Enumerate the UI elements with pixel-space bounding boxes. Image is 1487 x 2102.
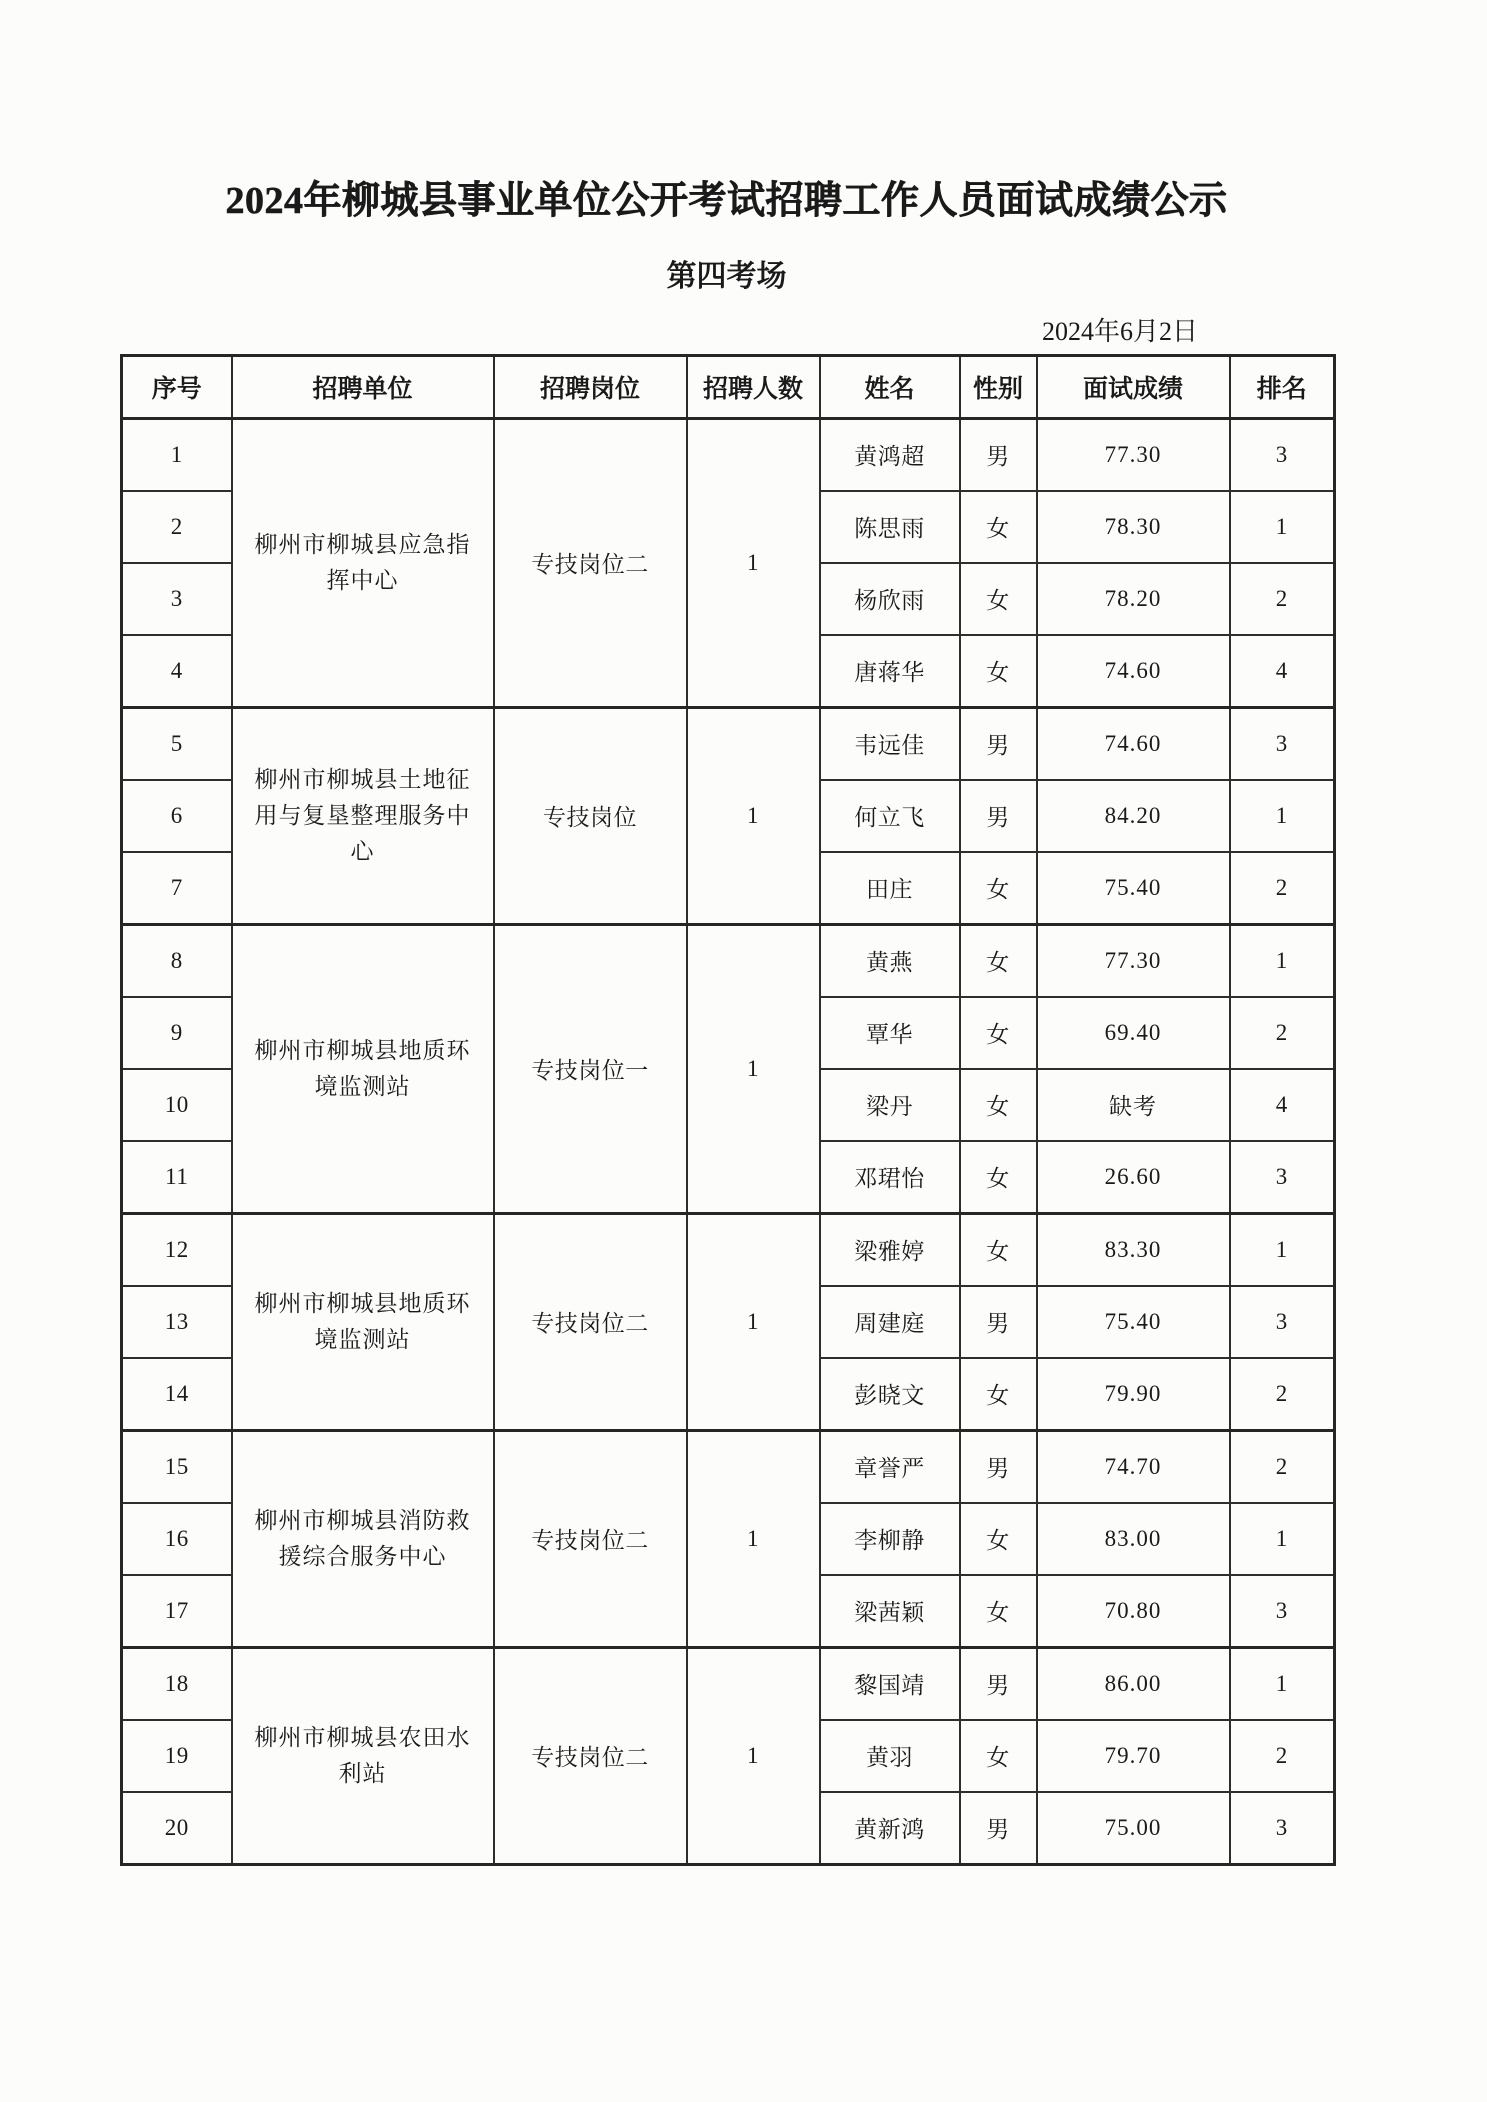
rank-cell: 3 [1230, 1141, 1335, 1214]
rank-cell: 2 [1230, 1358, 1335, 1431]
serial-number-cell: 18 [122, 1647, 232, 1720]
serial-number-cell: 9 [122, 997, 232, 1069]
interview-score-cell: 70.80 [1037, 1575, 1230, 1648]
interview-score-cell: 83.00 [1037, 1503, 1230, 1575]
rank-cell: 3 [1230, 1286, 1335, 1358]
rank-cell: 2 [1230, 997, 1335, 1069]
recruiting-unit-cell: 柳州市柳城县地质环境监测站 [232, 1213, 494, 1430]
serial-number-cell: 5 [122, 707, 232, 780]
serial-number-cell: 3 [122, 563, 232, 635]
position-cell: 专技岗位一 [494, 924, 687, 1213]
candidate-name-cell: 梁丹 [820, 1069, 960, 1141]
interview-score-cell: 74.70 [1037, 1430, 1230, 1503]
recruiting-unit-cell: 柳州市柳城县消防救援综合服务中心 [232, 1430, 494, 1647]
gender-cell: 女 [960, 924, 1037, 997]
candidate-name-cell: 覃华 [820, 997, 960, 1069]
serial-number-cell: 8 [122, 924, 232, 997]
column-header-unit: 招聘单位 [232, 355, 494, 418]
rank-cell: 2 [1230, 563, 1335, 635]
gender-cell: 女 [960, 1503, 1037, 1575]
position-cell: 专技岗位二 [494, 1430, 687, 1647]
candidate-name-cell: 黎国靖 [820, 1647, 960, 1720]
interview-score-cell: 26.60 [1037, 1141, 1230, 1214]
position-cell: 专技岗位二 [494, 1647, 687, 1864]
candidate-name-cell: 邓珺怡 [820, 1141, 960, 1214]
table-body [122, 418, 1335, 1864]
candidate-name-cell: 陈思雨 [820, 491, 960, 563]
gender-cell: 女 [960, 1213, 1037, 1286]
position-cell: 专技岗位 [494, 707, 687, 924]
serial-number-cell: 6 [122, 780, 232, 852]
candidate-name-cell: 唐蒋华 [820, 635, 960, 708]
interview-score-cell: 69.40 [1037, 997, 1230, 1069]
headcount-cell: 1 [687, 707, 820, 924]
interview-score-cell: 74.60 [1037, 707, 1230, 780]
candidate-name-cell: 周建庭 [820, 1286, 960, 1358]
gender-cell: 男 [960, 780, 1037, 852]
serial-number-cell: 10 [122, 1069, 232, 1141]
headcount-cell: 1 [687, 1647, 820, 1864]
document-title: 2024年柳城县事业单位公开考试招聘工作人员面试成绩公示 [225, 180, 1228, 222]
candidate-name-cell: 彭晓文 [820, 1358, 960, 1431]
recruiting-unit-cell: 柳州市柳城县应急指挥中心 [232, 418, 494, 707]
headcount-cell: 1 [687, 1213, 820, 1430]
interview-score-cell: 83.30 [1037, 1213, 1230, 1286]
candidate-name-cell: 杨欣雨 [820, 563, 960, 635]
candidate-name-cell: 黄燕 [820, 924, 960, 997]
serial-number-cell: 14 [122, 1358, 232, 1431]
gender-cell: 男 [960, 418, 1037, 491]
rank-cell: 1 [1230, 1213, 1335, 1286]
recruiting-unit-cell: 柳州市柳城县土地征用与复垦整理服务中心 [232, 707, 494, 924]
interview-score-cell: 86.00 [1037, 1647, 1230, 1720]
document-date: 2024年6月2日 [1041, 316, 1198, 346]
candidate-name-cell: 章誉严 [820, 1430, 960, 1503]
interview-score-cell: 缺考 [1037, 1069, 1230, 1141]
gender-cell: 女 [960, 635, 1037, 708]
interview-score-cell: 75.40 [1037, 852, 1230, 925]
rank-cell: 2 [1230, 852, 1335, 925]
interview-score-table [120, 354, 1336, 1866]
interview-score-cell: 75.00 [1037, 1792, 1230, 1865]
table-row [122, 1213, 1335, 1286]
serial-number-cell: 2 [122, 491, 232, 563]
headcount-cell: 1 [687, 418, 820, 707]
table-header-row [122, 355, 1335, 418]
column-header-rank: 排名 [1230, 355, 1335, 418]
rank-cell: 3 [1230, 418, 1335, 491]
position-cell: 专技岗位二 [494, 418, 687, 707]
candidate-name-cell: 黄羽 [820, 1720, 960, 1792]
position-cell: 专技岗位二 [494, 1213, 687, 1430]
table-row [122, 924, 1335, 997]
rank-cell: 4 [1230, 1069, 1335, 1141]
table-row [122, 1647, 1335, 1720]
serial-number-cell: 11 [122, 1141, 232, 1214]
exam-room-subtitle: 第四考场 [666, 259, 787, 293]
interview-score-cell: 79.90 [1037, 1358, 1230, 1431]
rank-cell: 2 [1230, 1720, 1335, 1792]
rank-cell: 2 [1230, 1430, 1335, 1503]
candidate-name-cell: 黄鸿超 [820, 418, 960, 491]
headcount-cell: 1 [687, 1430, 820, 1647]
gender-cell: 男 [960, 707, 1037, 780]
gender-cell: 女 [960, 563, 1037, 635]
serial-number-cell: 1 [122, 418, 232, 491]
gender-cell: 女 [960, 997, 1037, 1069]
interview-score-cell: 84.20 [1037, 780, 1230, 852]
recruiting-unit-cell: 柳州市柳城县农田水利站 [232, 1647, 494, 1864]
candidate-name-cell: 韦远佳 [820, 707, 960, 780]
interview-score-cell: 79.70 [1037, 1720, 1230, 1792]
candidate-name-cell: 李柳静 [820, 1503, 960, 1575]
serial-number-cell: 12 [122, 1213, 232, 1286]
gender-cell: 女 [960, 1069, 1037, 1141]
serial-number-cell: 7 [122, 852, 232, 925]
rank-cell: 1 [1230, 924, 1335, 997]
serial-number-cell: 13 [122, 1286, 232, 1358]
candidate-name-cell: 田庄 [820, 852, 960, 925]
rank-cell: 3 [1230, 1792, 1335, 1865]
rank-cell: 1 [1230, 1503, 1335, 1575]
gender-cell: 女 [960, 852, 1037, 925]
interview-score-cell: 78.20 [1037, 563, 1230, 635]
candidate-name-cell: 何立飞 [820, 780, 960, 852]
gender-cell: 男 [960, 1647, 1037, 1720]
gender-cell: 女 [960, 1575, 1037, 1648]
table-row [122, 418, 1335, 491]
interview-score-cell: 74.60 [1037, 635, 1230, 708]
column-header-score: 面试成绩 [1037, 355, 1230, 418]
column-header-no: 序号 [122, 355, 232, 418]
candidate-name-cell: 黄新鸿 [820, 1792, 960, 1865]
serial-number-cell: 15 [122, 1430, 232, 1503]
interview-score-cell: 77.30 [1037, 924, 1230, 997]
gender-cell: 女 [960, 1141, 1037, 1214]
rank-cell: 3 [1230, 707, 1335, 780]
rank-cell: 1 [1230, 491, 1335, 563]
column-header-name: 姓名 [820, 355, 960, 418]
recruiting-unit-cell: 柳州市柳城县地质环境监测站 [232, 924, 494, 1213]
rank-cell: 3 [1230, 1575, 1335, 1648]
serial-number-cell: 19 [122, 1720, 232, 1792]
serial-number-cell: 4 [122, 635, 232, 708]
column-header-gender: 性别 [960, 355, 1037, 418]
document-content [120, 180, 1333, 1866]
serial-number-cell: 20 [122, 1792, 232, 1865]
candidate-name-cell: 梁茜颖 [820, 1575, 960, 1648]
gender-cell: 女 [960, 491, 1037, 563]
rank-cell: 4 [1230, 635, 1335, 708]
table-header [122, 355, 1335, 418]
interview-score-cell: 75.40 [1037, 1286, 1230, 1358]
gender-cell: 女 [960, 1358, 1037, 1431]
rank-cell: 1 [1230, 1647, 1335, 1720]
gender-cell: 男 [960, 1792, 1037, 1865]
rank-cell: 1 [1230, 780, 1335, 852]
gender-cell: 男 [960, 1286, 1037, 1358]
headcount-cell: 1 [687, 924, 820, 1213]
gender-cell: 男 [960, 1430, 1037, 1503]
table-row [122, 707, 1335, 780]
candidate-name-cell: 梁雅婷 [820, 1213, 960, 1286]
serial-number-cell: 16 [122, 1503, 232, 1575]
interview-score-cell: 77.30 [1037, 418, 1230, 491]
serial-number-cell: 17 [122, 1575, 232, 1648]
table-row [122, 1430, 1335, 1503]
interview-score-cell: 78.30 [1037, 491, 1230, 563]
column-header-position: 招聘岗位 [494, 355, 687, 418]
gender-cell: 女 [960, 1720, 1037, 1792]
column-header-count: 招聘人数 [687, 355, 820, 418]
